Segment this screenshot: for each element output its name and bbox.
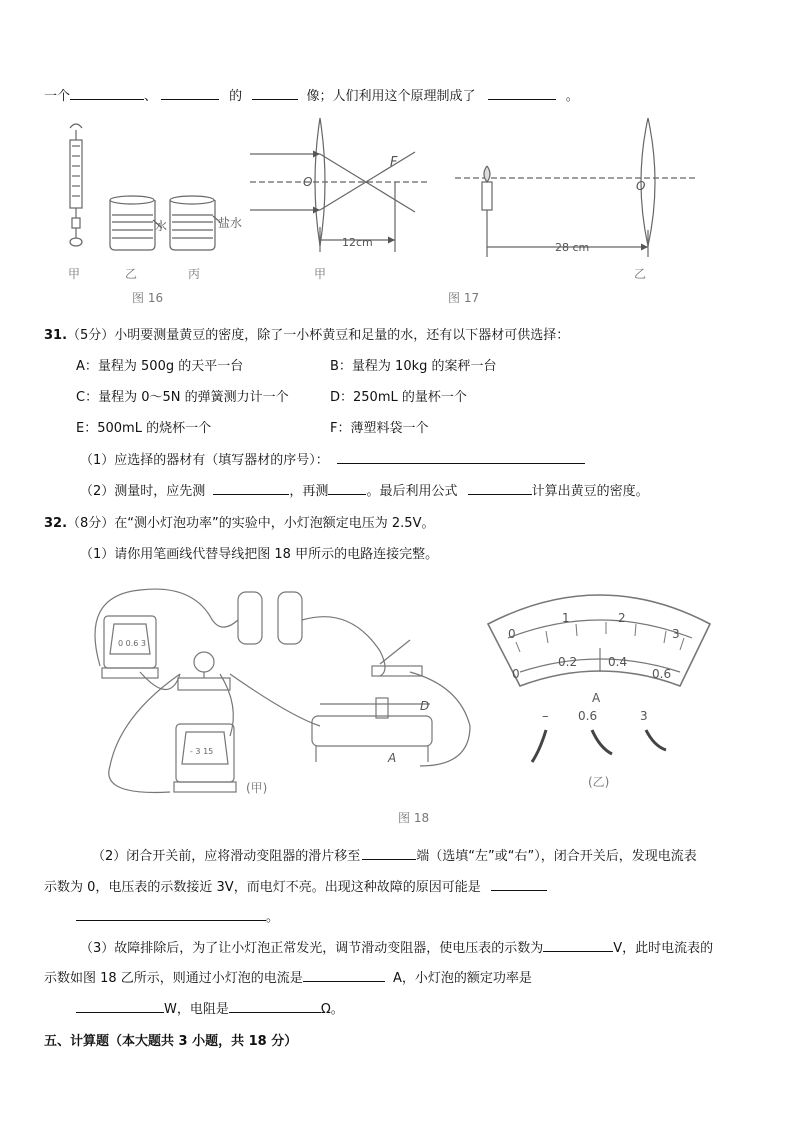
q32-sub3-line2: 示数如图 18 乙所示，则通过小灯泡的电流是 A，小灯泡的额定功率是: [44, 971, 532, 986]
figure-18: [80, 576, 720, 832]
rheostat-label-a: A: [388, 751, 397, 765]
q31-option-f: F：薄塑料袋一个: [330, 421, 429, 436]
scale-top-3: 3: [672, 627, 680, 641]
fig16-salt-label: 盐水: [218, 216, 243, 230]
q31-blank-equipment[interactable]: [337, 451, 585, 464]
scale-top-0: 0: [508, 627, 516, 641]
scale-bottom-0.6: 0.6: [652, 667, 672, 681]
q30-blank-4[interactable]: [488, 87, 556, 100]
q31-sub1: （1）应选择的器材有（填写器材的序号）：: [80, 449, 585, 468]
fig16-label-yi: 乙: [125, 267, 138, 281]
terminal-3: 3: [640, 709, 648, 723]
fig17-focus-label: F: [390, 155, 398, 170]
q32-sub1: （1）请你用笔画线代替导线把图 18 甲所示的电路连接完整。: [80, 547, 439, 562]
scale-bottom-0.4: 0.4: [608, 655, 628, 669]
q30-line: 一个 、 的 像；人们利用这个原理制成了 。: [44, 89, 579, 104]
q32-stem: 32.（8分）在“测小灯泡功率”的实验中，小灯泡额定电压为 2.5V。: [44, 516, 435, 531]
terminal-minus: –: [542, 709, 549, 724]
ammeter-small-scale: 0 0.6 3: [118, 639, 146, 648]
q32-blank-fault-2[interactable]: [76, 908, 266, 921]
q31-blank-second[interactable]: [328, 482, 366, 495]
fig17-o1-label: O: [303, 175, 313, 189]
voltmeter-small-scale: - 3 15: [190, 747, 214, 756]
figure-17: [250, 112, 700, 310]
q30-blank-2[interactable]: [161, 87, 219, 100]
fig18-label-jia: (甲): [246, 781, 268, 795]
q31-sub2: （2）测量时，应先测 ，再测 。最后利用公式 计算出黄豆的密度。: [80, 484, 649, 499]
fig18-label-yi: (乙): [588, 775, 610, 789]
ammeter-unit: A: [592, 691, 601, 705]
q31-option-b: B：量程为 10kg 的案秤一台: [330, 359, 497, 374]
fig17-distance-12: 12cm: [342, 236, 373, 249]
q32-blank-fault-1[interactable]: [491, 878, 547, 891]
fig17-o2-label: O: [636, 179, 646, 193]
q32-sub2-line2: 示数为 0，电压表的示数接近 3V，而电灯不亮。出现这种故障的原因可能是: [44, 876, 547, 895]
q31-stem: 31.（5分）小明要测量黄豆的密度，除了一小杯黄豆和足量的水，还有以下器材可供选择：: [44, 328, 570, 343]
q32-blank-current[interactable]: [303, 969, 385, 982]
section-5-title: 五、计算题（本大题共 3 小题，共 18 分）: [44, 1034, 298, 1049]
scale-bottom-0: 0: [512, 667, 520, 681]
fig18-caption: 图 18: [398, 811, 430, 825]
q32-blank-power[interactable]: [76, 1000, 164, 1013]
q32-sub2-line1: （2）闭合开关前，应将滑动变阻器的滑片移至 端（选填“左”或“右”），闭合开关后，发现电流表: [92, 849, 697, 864]
q32-blank-slider-end[interactable]: [362, 847, 416, 860]
q31-option-a: A：量程为 500g 的天平一台: [76, 359, 244, 374]
q32-sub2-line3: 。: [76, 906, 279, 925]
fig16-caption: 图 16: [132, 291, 164, 305]
q32-sub3-line1: （3）故障排除后，为了让小灯泡正常发光，调节滑动变阻器，使电压表的示数为 V，此时电流表的: [80, 941, 714, 956]
figure-16: [50, 120, 260, 310]
scale-top-1: 1: [562, 611, 570, 625]
fig16-label-bing: 丙: [188, 267, 201, 281]
fig17-label-jia: 甲: [314, 267, 327, 281]
fig17-label-yi: 乙: [634, 267, 647, 281]
fig17-distance-28: 28 cm: [555, 241, 590, 254]
q31-option-d: D：250mL 的量杯一个: [330, 390, 467, 405]
q32-blank-resistance[interactable]: [229, 1000, 321, 1013]
fig16-label-jia: 甲: [68, 267, 81, 281]
q32-sub3-line3: W，电阻是 Ω。: [76, 998, 344, 1017]
fig16-water-label: 水: [155, 219, 168, 233]
q31-blank-formula[interactable]: [468, 482, 532, 495]
scale-bottom-0.2: 0.2: [558, 655, 578, 669]
q31-blank-first[interactable]: [213, 482, 289, 495]
q31-option-e: E：500mL 的烧杯一个: [76, 421, 212, 436]
q31-option-c: C：量程为 0～5N 的弹簧测力计一个: [76, 390, 289, 405]
scale-top-2: 2: [618, 611, 626, 625]
q32-blank-voltage[interactable]: [543, 939, 613, 952]
q30-blank-3[interactable]: [252, 87, 298, 100]
q30-blank-1[interactable]: [70, 87, 144, 100]
terminal-0.6: 0.6: [578, 709, 598, 723]
fig17-caption: 图 17: [448, 291, 480, 305]
rheostat-label-d: D: [420, 699, 430, 713]
